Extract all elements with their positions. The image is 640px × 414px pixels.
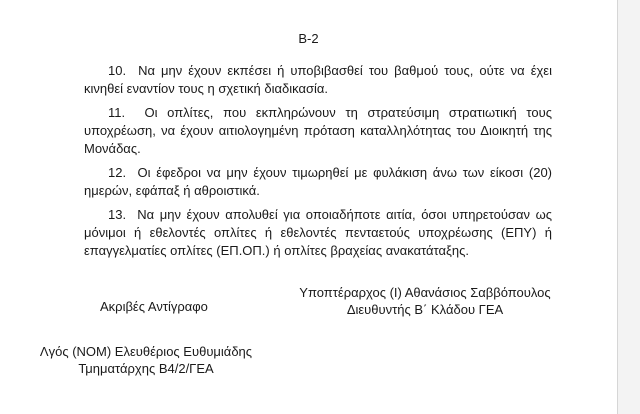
paragraph-text: Να μην έχουν εκπέσει ή υποβιβασθεί του βαθμού τους, ούτε να έχει κινηθεί εναντίον τους η σχετική διαδικασία. (84, 63, 552, 96)
paragraph-number: 11. (108, 105, 126, 120)
paragraph-10 (84, 62, 552, 98)
paragraph-13 (84, 206, 552, 260)
certified-copy-label: Ακριβές Αντίγραφο (100, 299, 208, 314)
signatory-name: Υποπτέραρχος (Ι) Αθανάσιος Σαββόπουλος (299, 285, 551, 300)
certifier-block (37, 343, 255, 377)
paragraph-11 (84, 104, 552, 158)
page-number: B-2 (298, 31, 319, 46)
signature-block (294, 284, 556, 318)
paragraph-number: 10. (108, 63, 127, 78)
paragraph-12 (84, 164, 552, 200)
paragraph-text: Οι έφεδροι να μην έχουν τιμωρηθεί με φυλάκιση άνω των είκοσι (20) ημερών, εφάπαξ ή αθροιστικά. (84, 165, 552, 198)
paragraph-number: 12. (108, 165, 127, 180)
paragraph-text: Να μην έχουν απολυθεί για οποιαδήποτε αιτία, όσοι υπηρετούσαν ως μόνιμοι ή εθελοντές οπλίτες ή εθελοντές πενταετούς υποχρέωσης (ΕΠΥ) ή επαγγελματίες οπλίτες (ΕΠ.ΟΠ.) ή οπλίτες βραχείας ανακατάταξης. (84, 207, 552, 258)
paragraph-text: Οι οπλίτες, που εκπληρώνουν τη στρατεύσιμη στρατιωτική τους υποχρέωση, να έχουν αιτιολογημένη πρόταση καταλληλότητας του Διοικητή της Μονάδας. (84, 105, 552, 156)
signatory-title: Διευθυντής Β΄ Κλάδου ΓΕΑ (346, 302, 504, 317)
certifier-title: Τμηματάρχης Β4/2/ΓΕΑ (78, 361, 214, 376)
page-edge (617, 0, 618, 414)
paragraph-number: 13. (108, 207, 127, 222)
viewer-background (618, 0, 640, 414)
certifier-name: Λγός (ΝΟΜ) Ελευθέριος Ευθυμιάδης (39, 344, 253, 359)
